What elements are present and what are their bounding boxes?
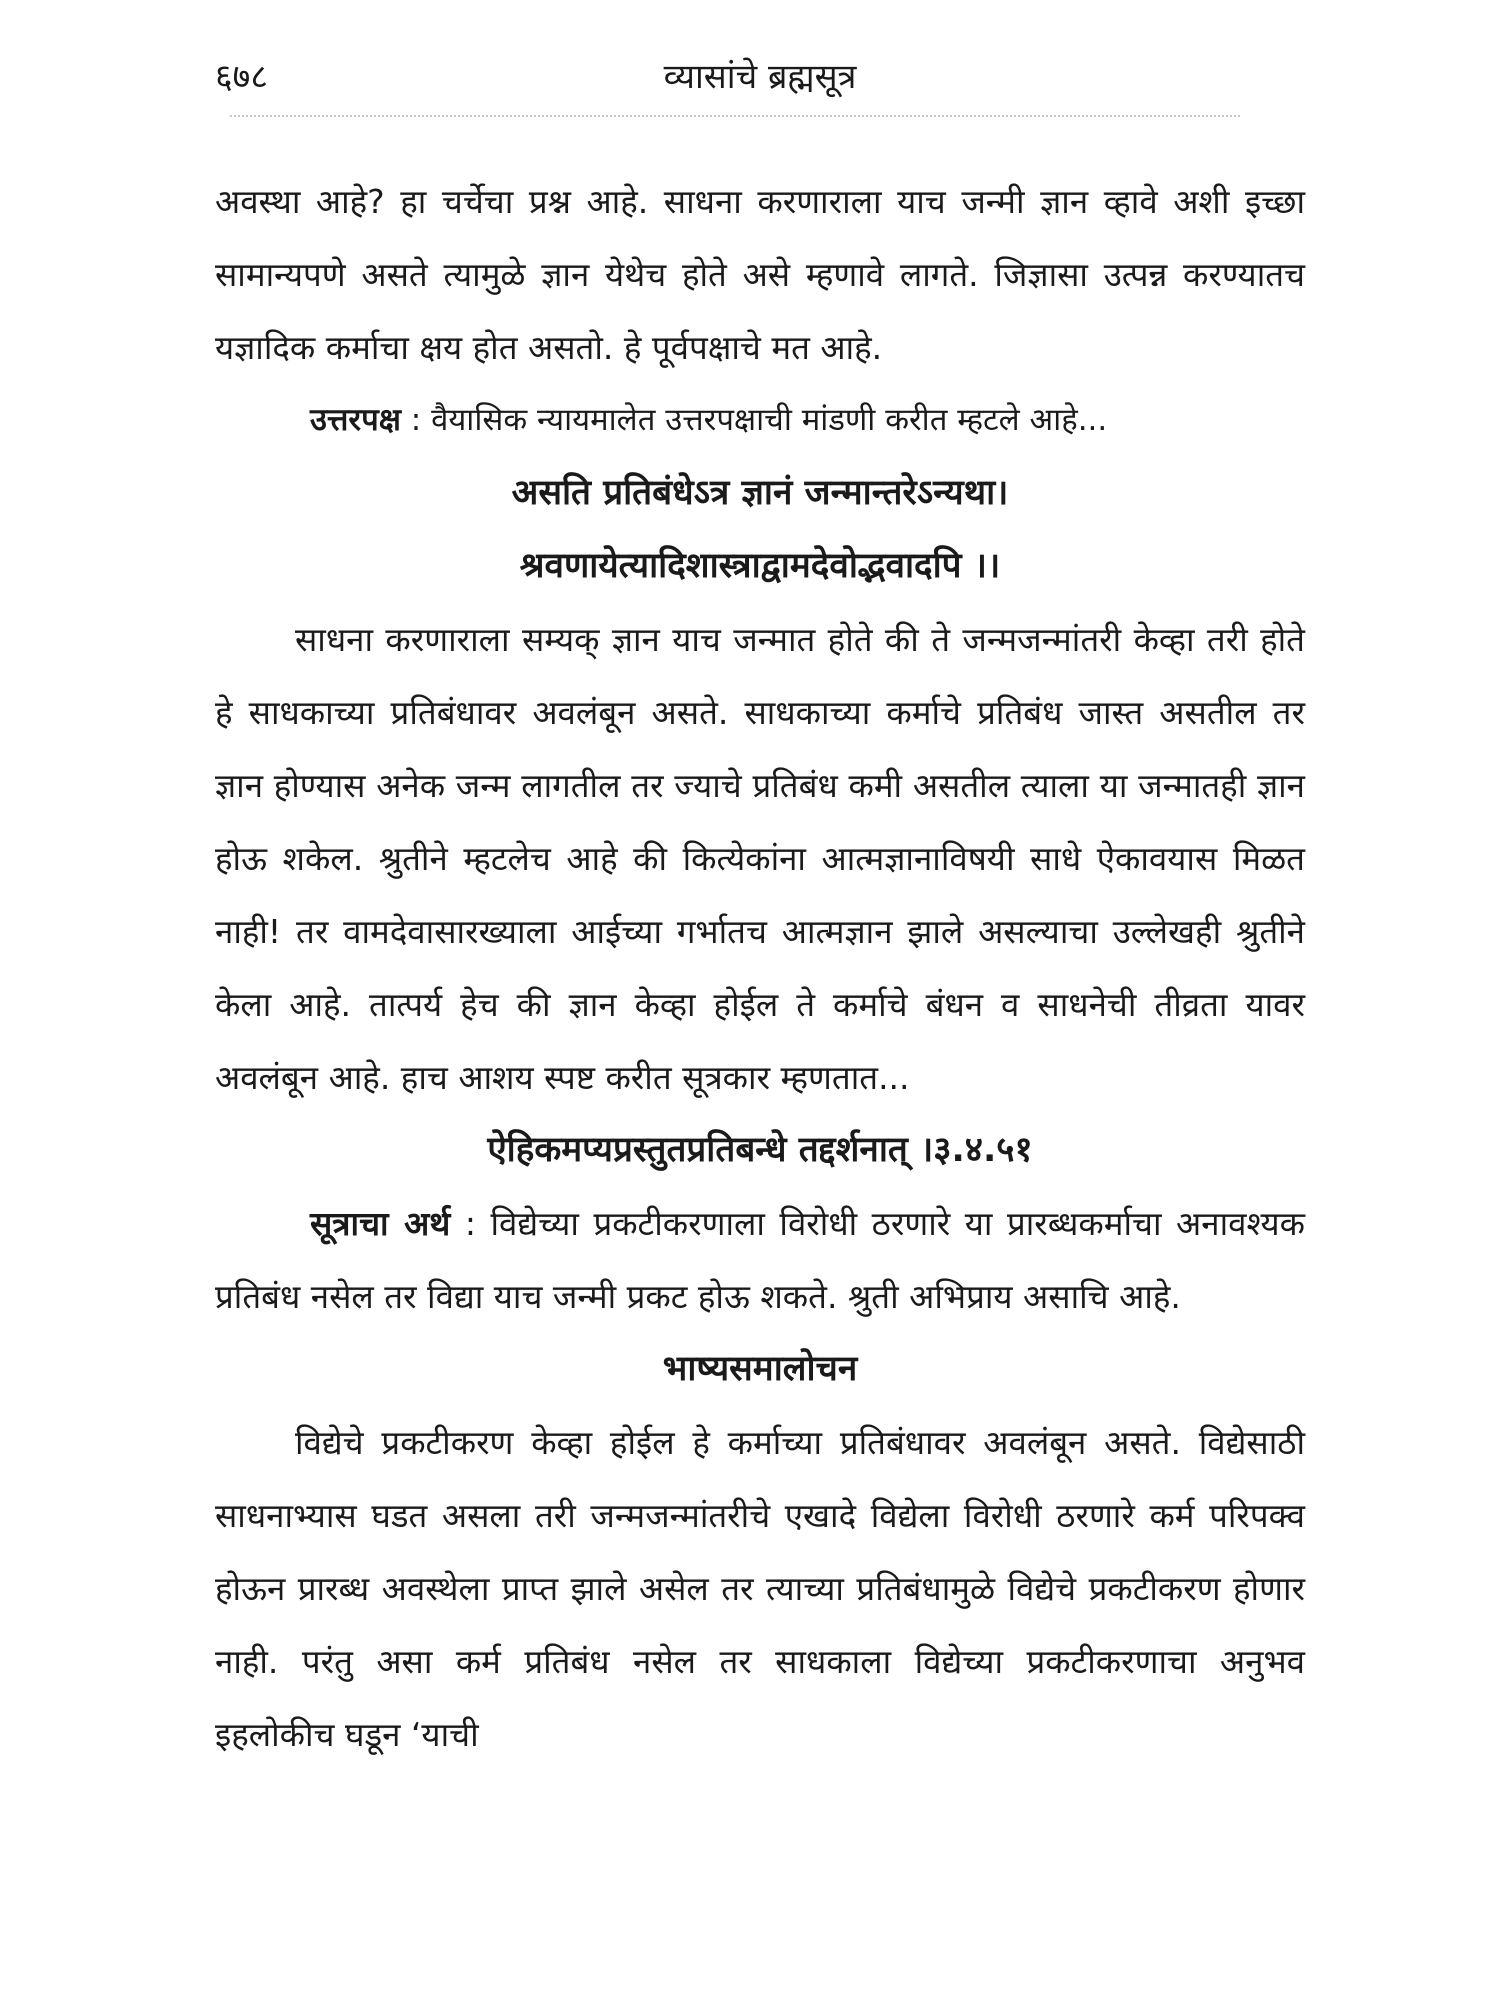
uttarpaksha-separator: : [400,402,432,438]
page-number: ६७८ [215,57,269,97]
sutra-meaning-separator: : [450,1204,491,1243]
page-body [215,165,1305,1771]
uttarpaksha-text: वैयासिक न्यायमालेत उत्तरपक्षाची मांडणी करीत म्हटले आहे... [431,402,1108,438]
sutra-meaning-label: सूत्राचा अर्थ [310,1204,451,1243]
sutra-meaning-paragraph [215,1187,1305,1333]
paragraph-bhashya: विद्येचे प्रकटीकरण केव्हा होईल हे कर्माच्या प्रतिबंधावर अवलंबून असते. विद्येसाठी साधनाभ्यास घडत असला तरी जन्मजन्मांतरीचे एखादे विद्येला विरोधी ठरणारे कर्म परिपक्व होऊन प्रारब्ध अवस्थेला प्राप्त झाले असेल तर त्याच्या प्रतिबंधामुळे विद्येचे प्रकटीकरण होणार नाही. परंतु असा कर्म प्रतिबंध नसेल तर साधकाला विद्येच्या प्रकटीकरणाचा अनुभव इहलोकीच घडून ‘याची [215,1423,1305,1754]
verse-line-1: असति प्रतिबंधेऽत्र ज्ञानं जन्मान्तरेऽन्यथा। [511,473,1009,513]
page-header [215,52,1305,108]
paragraph-explanation: साधना करणाराला सम्यक् ज्ञान याच जन्मात होते की ते जन्मजन्मांतरी केव्हा तरी होते हे साधकाच्या प्रतिबंधावर अवलंबून असते. साधकाच्या कर्माचे प्रतिबंध जास्त असतील तर ज्ञान होण्यास अनेक जन्म लागतील तर ज्याचे प्रतिबंध कमी असतील त्याला या जन्मातही ज्ञान होऊ शकेल. श्रुतीने म्हटलेच आहे की कित्येकांना आत्मज्ञानाविषयी साधे ऐकावयास मिळत नाही! तर वामदेवासारख्याला आईच्या गर्भातच आत्मज्ञान झाले असल्याचा उल्लेखही श्रुतीने केला आहे. तात्पर्य हेच की ज्ञान केव्हा होईल ते कर्माचे बंधन व साधनेची तीव्रता यावर अवलंबून आहे. हाच आशय स्पष्ट करीत सूत्रकार म्हणतात... [215,620,1305,1097]
sutra-line: ऐहिकमप्यप्रस्तुतप्रतिबन्धे तद्दर्शनात् ।३.४.५१ [487,1130,1033,1170]
verse-line-2: श्रवणायेत्यादिशास्त्राद्वामदेवोद्भवादपि ।। [519,546,1001,586]
sutra-meaning-text: विद्येच्या प्रकटीकरणाला विरोधी ठरणारे या प्रारब्धकर्माचा अनावश्यक प्रतिबंध नसेल तर विद्या याच जन्मी प्रकट होऊ शकते. श्रुती अभिप्राय असाचि आहे. [215,1204,1305,1316]
uttarpaksha-label: उत्तरपक्ष [310,402,401,438]
uttarpaksha-line [215,384,1305,457]
running-title: व्यासांचे ब्रह्मसूत्र [663,57,857,97]
header-divider [230,115,1240,117]
section-heading: भाष्यसमालोचन [662,1349,858,1389]
paragraph-purvapaksha: अवस्था आहे? हा चर्चेचा प्रश्न आहे. साधना करणाराला याच जन्मी ज्ञान व्हावे अशी इच्छा सामान्यपणे असते त्यामुळे ज्ञान येथेच होते असे म्हणावे लागते. जिज्ञासा उत्पन्न करण्यातच यज्ञादिक कर्माचा क्षय होत असतो. हे पूर्वपक्षाचे मत आहे. [215,182,1305,367]
